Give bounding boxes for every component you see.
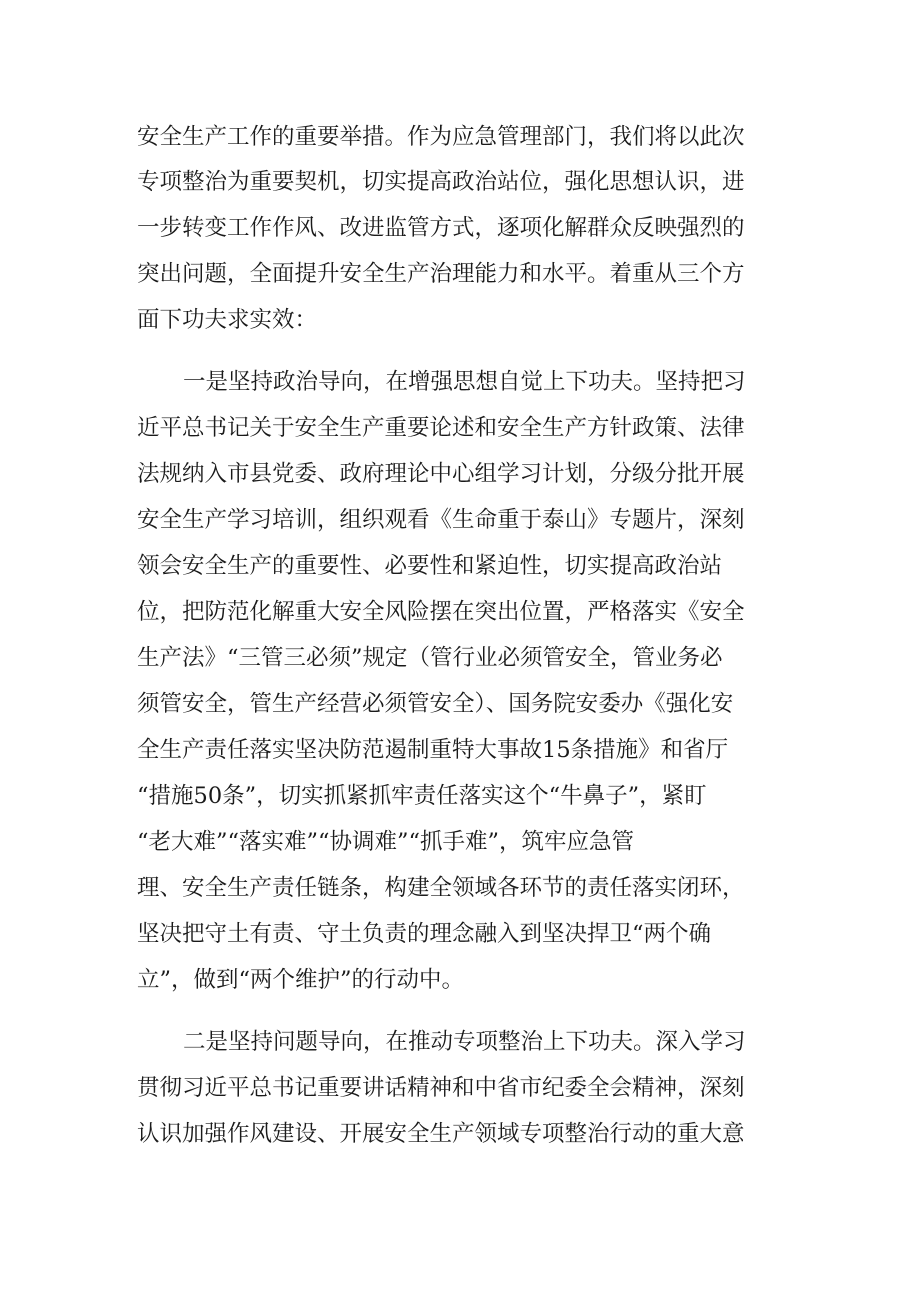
text-line: 近平总书记关于安全生产重要论述和安全生产方针政策、法律 <box>137 415 745 441</box>
text-line: 理、安全生产责任链条，构建全领域各环节的责任落实闭环， <box>137 875 745 901</box>
text-line: 专项整治为重要契机，切实提高政治站位，强化思想认识，进 <box>137 169 745 195</box>
text-line: 生产法》“三管三必须”规定（管行业必须管安全，管业务必 <box>137 645 723 671</box>
text-line: 一步转变工作作风、改进监管方式，逐项化解群众反映强烈的 <box>137 215 745 241</box>
text-line: 安全生产学习培训，组织观看《生命重于泰山》专题片，深刻 <box>137 507 745 533</box>
text-line: “措施50条”，切实抓紧抓牢责任落实这个“牛鼻子”，紧盯 <box>137 783 707 809</box>
text-line: 位，把防范化解重大安全风险摆在突出位置，严格落实《安全 <box>137 599 745 625</box>
text-line: “老大难”“落实难”“协调难”“抓手难”，筑牢应急管 <box>137 829 635 855</box>
text-line: 坚决把守土有责、守土负责的理念融入到坚决捍卫“两个确 <box>137 921 712 947</box>
text-line: 突出问题，全面提升安全生产治理能力和水平。着重从三个方 <box>137 261 745 287</box>
text-line: 一是坚持政治导向，在增强思想自觉上下功夫。坚持把习 <box>183 369 746 395</box>
text-line: 全生产责任落实坚决防范遏制重特大事故15条措施》和省厅 <box>137 737 729 763</box>
text-line: 法规纳入市县党委、政府理论中心组学习计划，分级分批开展 <box>137 461 745 487</box>
text-line: 须管安全，管生产经营必须管安全）、国务院安委办《强化安 <box>137 691 734 717</box>
text-line: 面下功夫求实效： <box>137 307 318 333</box>
text-line: 立”，做到“两个维护”的行动中。 <box>137 967 465 993</box>
text-line: 领会安全生产的重要性、必要性和紧迫性，切实提高政治站 <box>137 553 723 579</box>
text-line: 认识加强作风建设、开展安全生产领域专项整治行动的重大意 <box>137 1121 745 1147</box>
text-line: 二是坚持问题导向，在推动专项整治上下功夫。深入学习 <box>183 1029 746 1055</box>
text-line: 贯彻习近平总书记重要讲话精神和中省市纪委全会精神，深刻 <box>137 1075 745 1101</box>
text-line: 安全生产工作的重要举措。作为应急管理部门，我们将以此次 <box>137 124 745 150</box>
